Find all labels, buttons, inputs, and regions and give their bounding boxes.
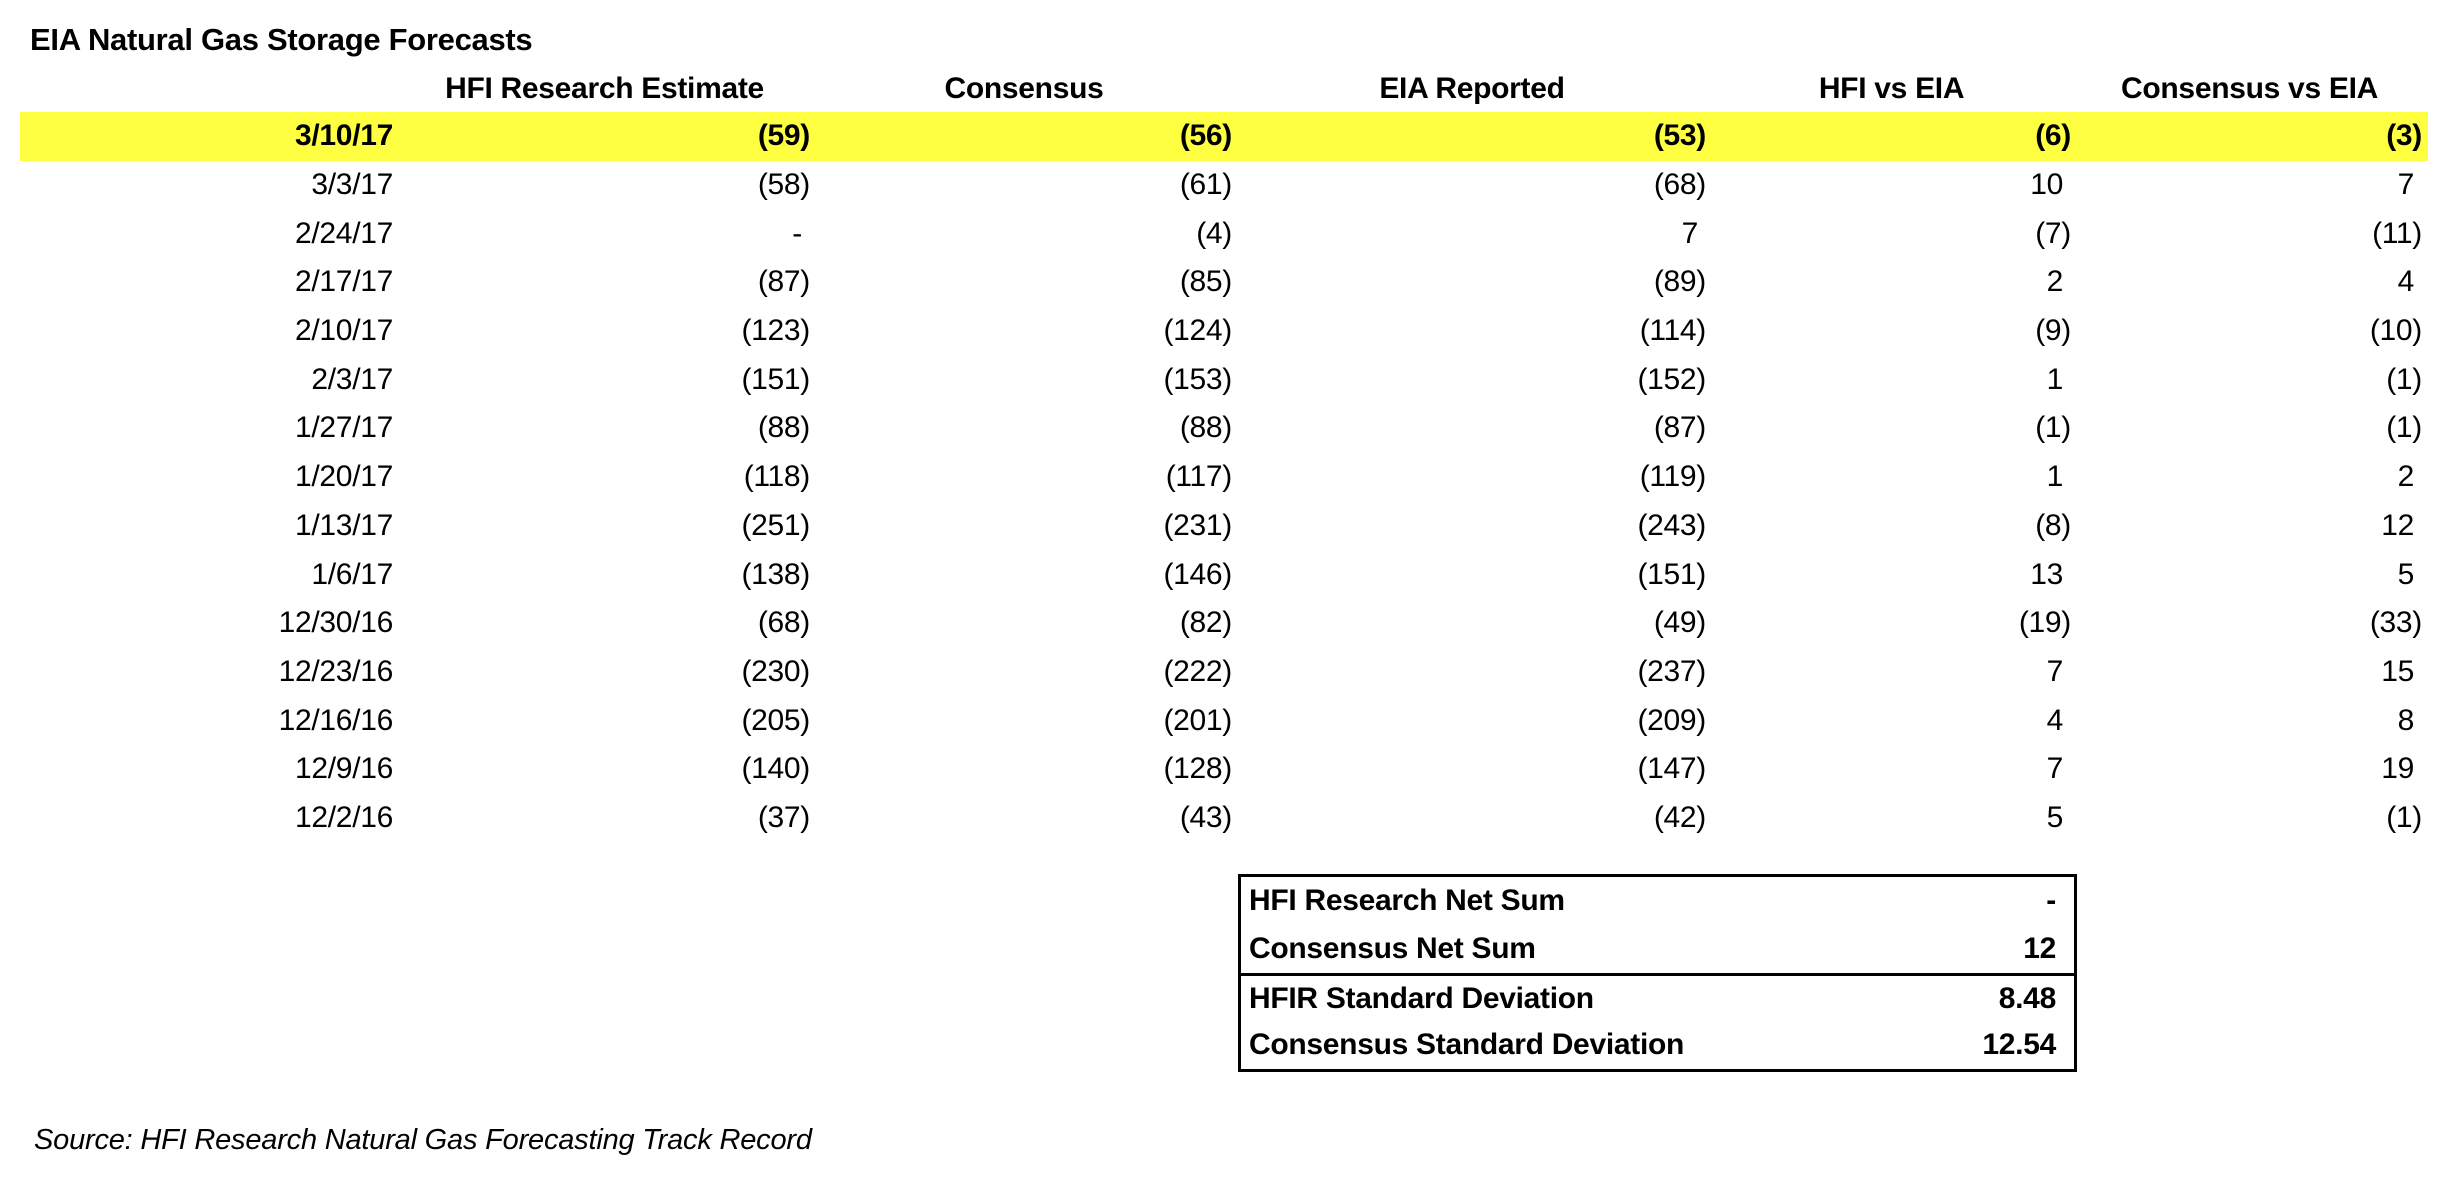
value-cell: 4	[2046, 703, 2071, 737]
table-row	[20, 258, 2428, 307]
value-cell: 2	[2046, 265, 2071, 299]
summary-row	[1241, 1021, 2074, 1069]
value-cell: (59)	[399, 112, 816, 161]
date-cell: 1/13/17	[295, 508, 393, 542]
summary-label: Consensus Net Sum	[1249, 932, 1536, 966]
value-cell: (119)	[1639, 460, 1706, 494]
date-cell: 1/6/17	[311, 557, 393, 591]
value-cell: (7)	[2035, 216, 2071, 250]
summary-row	[1241, 973, 2074, 1021]
date-cell: 3/10/17	[20, 112, 399, 161]
value-cell: 2	[2397, 460, 2422, 494]
table-row	[20, 404, 2428, 453]
value-cell: 19	[2381, 752, 2422, 786]
value-cell: (37)	[757, 800, 810, 834]
date-cell: 12/2/16	[295, 800, 393, 834]
value-cell: (1)	[2035, 411, 2071, 445]
table-row	[20, 599, 2428, 648]
value-cell: (9)	[2035, 314, 2071, 348]
value-cell: (231)	[1163, 508, 1232, 542]
value-cell: (209)	[1637, 703, 1706, 737]
summary-value: 12	[2023, 932, 2064, 966]
value-cell: (8)	[2035, 508, 2071, 542]
value-cell: (82)	[1179, 606, 1232, 640]
value-cell: (114)	[1639, 314, 1706, 348]
value-cell: (153)	[1163, 362, 1232, 396]
value-cell: (53)	[1238, 112, 1712, 161]
value-cell: (85)	[1179, 265, 1232, 299]
value-cell: (11)	[2372, 216, 2422, 250]
value-cell: (58)	[757, 168, 810, 202]
value-cell: (1)	[2386, 800, 2422, 834]
value-cell: (10)	[2369, 314, 2422, 348]
value-cell: 7	[2046, 654, 2071, 688]
value-cell: (201)	[1163, 703, 1232, 737]
value-cell: (222)	[1163, 654, 1232, 688]
value-cell: (237)	[1637, 654, 1706, 688]
table-header	[20, 66, 2428, 112]
table-row	[20, 355, 2428, 404]
value-cell: (117)	[1165, 460, 1232, 494]
value-cell: (140)	[741, 752, 810, 786]
date-cell: 2/24/17	[295, 216, 393, 250]
value-cell: 7	[2046, 752, 2071, 786]
value-cell: (151)	[1637, 557, 1706, 591]
value-cell: 8	[2397, 703, 2422, 737]
value-cell: (33)	[2369, 606, 2422, 640]
value-cell: (49)	[1653, 606, 1706, 640]
value-cell: 5	[2397, 557, 2422, 591]
page-title: EIA Natural Gas Storage Forecasts	[30, 22, 533, 57]
summary-box	[1238, 874, 2077, 1072]
table-row	[20, 550, 2428, 599]
summary-value: 8.48	[1998, 981, 2064, 1015]
date-column-header	[20, 66, 399, 112]
value-cell: (151)	[741, 362, 810, 396]
value-cell: (42)	[1653, 800, 1706, 834]
value-cell: (146)	[1163, 557, 1232, 591]
table-row	[20, 209, 2428, 258]
table-row	[20, 745, 2428, 794]
value-cell: 1	[2046, 460, 2071, 494]
value-cell: (87)	[757, 265, 810, 299]
value-cell: 4	[2397, 265, 2422, 299]
value-cell: (19)	[2018, 606, 2071, 640]
date-cell: 2/17/17	[295, 265, 393, 299]
header-row	[20, 66, 2428, 112]
value-cell: (152)	[1637, 362, 1706, 396]
value-cell: (3)	[2077, 112, 2428, 161]
date-cell: 12/30/16	[278, 606, 393, 640]
date-cell: 1/20/17	[295, 460, 393, 494]
value-cell: (68)	[757, 606, 810, 640]
source-note: Source: HFI Research Natural Gas Forecasting Track Record	[34, 1124, 812, 1157]
summary-row	[1241, 877, 2074, 925]
value-cell: 10	[2030, 168, 2071, 202]
value-cell: (205)	[741, 703, 810, 737]
value-cell: (43)	[1179, 800, 1232, 834]
value-cell: (1)	[2386, 362, 2422, 396]
value-cell: (89)	[1653, 265, 1706, 299]
value-cell: 13	[2030, 557, 2071, 591]
value-cell: (230)	[741, 654, 810, 688]
table-row	[20, 794, 2428, 843]
value-cell: (147)	[1637, 752, 1706, 786]
value-cell: 7	[2397, 168, 2422, 202]
value-cell: (61)	[1179, 168, 1232, 202]
value-cell: (251)	[741, 508, 810, 542]
summary-value: 12.54	[1982, 1028, 2064, 1062]
value-cell: (6)	[1712, 112, 2077, 161]
value-cell: (128)	[1163, 752, 1232, 786]
summary-label: HFI Research Net Sum	[1249, 884, 1565, 918]
value-cell: 5	[2046, 800, 2071, 834]
table-row	[20, 648, 2428, 697]
date-cell: 3/3/17	[311, 168, 393, 202]
value-cell: 12	[2381, 508, 2422, 542]
table-row	[20, 161, 2428, 210]
highlighted-row	[20, 112, 2428, 161]
column-header: EIA Reported	[1379, 72, 1565, 105]
value-cell: 1	[2046, 362, 2071, 396]
column-header: HFI vs EIA	[1818, 72, 1965, 105]
value-cell: (138)	[741, 557, 810, 591]
date-cell: 12/16/16	[278, 703, 393, 737]
summary-row	[1241, 925, 2074, 973]
summary-label: Consensus Standard Deviation	[1249, 1028, 1685, 1062]
date-cell: 2/10/17	[295, 314, 393, 348]
value-cell: (124)	[1163, 314, 1232, 348]
table-row	[20, 696, 2428, 745]
value-cell: (243)	[1637, 508, 1706, 542]
column-header: Consensus vs EIA	[2121, 72, 2378, 105]
value-cell: (123)	[741, 314, 810, 348]
date-cell: 12/23/16	[278, 654, 393, 688]
value-cell: 15	[2381, 654, 2422, 688]
table-row	[20, 453, 2428, 502]
table-row	[20, 502, 2428, 551]
summary-label: HFIR Standard Deviation	[1249, 981, 1594, 1015]
value-cell: (87)	[1653, 411, 1706, 445]
value-cell: (4)	[1196, 216, 1232, 250]
column-header: Consensus	[944, 72, 1104, 105]
column-header: HFI Research Estimate	[445, 72, 764, 105]
value-cell: -	[792, 216, 810, 250]
date-cell: 1/27/17	[295, 411, 393, 445]
date-cell: 2/3/17	[311, 362, 393, 396]
forecast-table	[20, 66, 2428, 842]
value-cell: (118)	[743, 460, 810, 494]
table-row	[20, 307, 2428, 356]
value-cell: 7	[1681, 216, 1706, 250]
value-cell: (68)	[1653, 168, 1706, 202]
summary-value: -	[2046, 884, 2064, 918]
value-cell: (88)	[757, 411, 810, 445]
date-cell: 12/9/16	[295, 752, 393, 786]
value-cell: (88)	[1179, 411, 1232, 445]
value-cell: (56)	[816, 112, 1238, 161]
value-cell: (1)	[2386, 411, 2422, 445]
